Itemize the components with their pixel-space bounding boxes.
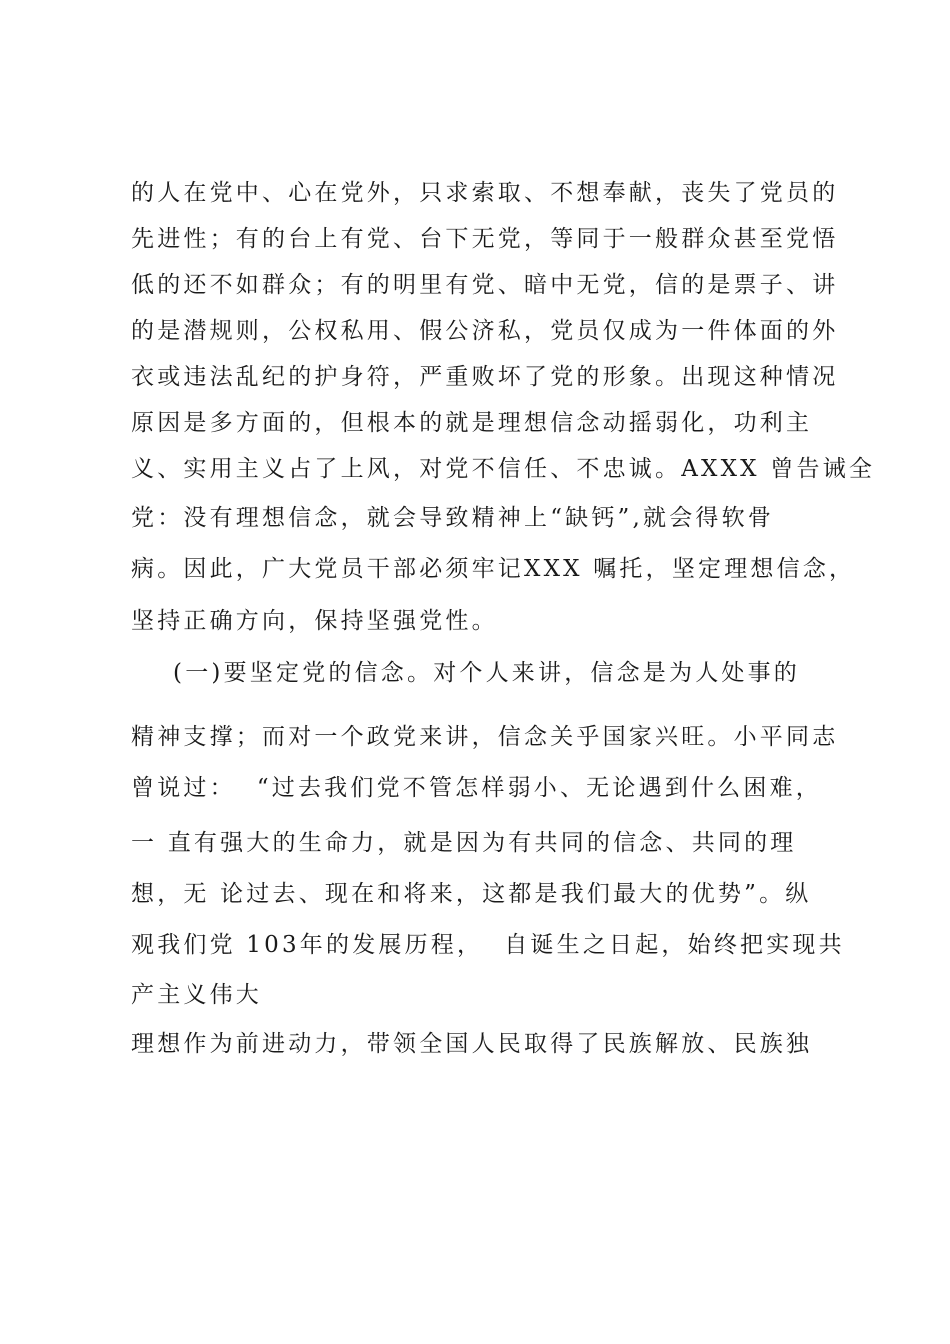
text-line: 产主义伟大: [131, 982, 262, 1008]
text-line: 坚持正确方向，保持坚强党性。: [131, 608, 498, 634]
text-line: 低的还不如群众；有的明里有党、暗中无党，信的是票子、讲: [131, 272, 839, 298]
text-line: 精神支撑；而对一个政党来讲，信念关乎国家兴旺。小平同志: [131, 724, 839, 750]
text-line: 的人在党中、心在党外，只求索取、不想奉献，丧失了党员的: [131, 180, 839, 206]
text-line: 义、实用主义占了上风，对党不信任、不忠诚。AXXX 曾告诫全: [131, 456, 876, 482]
text-line: 一 直有强大的生命力，就是因为有共同的信念、共同的理: [131, 830, 797, 856]
text-line: 党：没有理想信念，就会导致精神上“缺钙”,就会得软骨: [131, 505, 775, 531]
text-line: 理想作为前进动力，带领全国人民取得了民族解放、民族独: [131, 1031, 813, 1057]
text-line: 病。因此，广大党员干部必须牢记XXX 嘱托，坚定理想信念，: [131, 556, 856, 582]
text-line: 先进性；有的台上有党、台下无党，等同于一般群众甚至党悟: [131, 226, 839, 252]
text-line: 衣或违法乱纪的护身符，严重败坏了党的形象。出现这种情况: [131, 364, 839, 390]
text-line: 原因是多方面的，但根本的就是理想信念动摇弱化，功利主: [131, 410, 813, 436]
text-line: 观我们党 103年的发展历程， 自诞生之日起，始终把实现共: [131, 932, 845, 958]
text-line: 曾说过： “过去我们党不管怎样弱小、无论遇到什么困难，: [131, 775, 822, 801]
text-line: (一)要坚定党的信念。对个人来讲，信念是为人处事的: [131, 660, 800, 686]
text-line: 想，无 论过去、现在和将来，这都是我们最大的优势”。纵: [131, 881, 812, 907]
text-line: 的是潜规则，公权私用、假公济私，党员仅成为一件体面的外: [131, 318, 839, 344]
